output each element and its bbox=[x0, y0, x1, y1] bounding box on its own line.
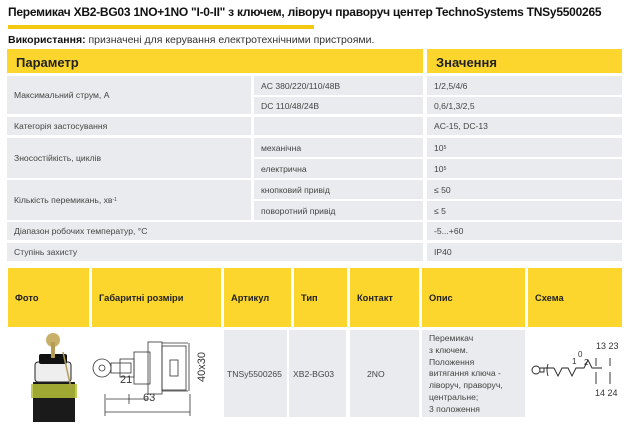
col-photo: Фото bbox=[8, 268, 89, 327]
scheme-pos-0: 0 bbox=[578, 350, 583, 359]
value-category: AC-15, DC-13 bbox=[427, 117, 622, 135]
param-protection: Ступінь захисту bbox=[7, 243, 423, 261]
scheme-bottom-labels: 14 24 bbox=[595, 388, 618, 398]
value-dc: 0,6/1,3/2,5 bbox=[427, 97, 622, 114]
value-mechanical bbox=[427, 138, 622, 157]
contact-value: 2NO bbox=[350, 330, 419, 417]
value-exponent: 5 bbox=[443, 144, 447, 151]
dim-21: 21 bbox=[120, 374, 133, 386]
param-max-current: Максимальний струм, А bbox=[7, 76, 251, 114]
desc-line: центральне; bbox=[429, 391, 479, 402]
dim-height: 40x30 bbox=[196, 352, 208, 382]
usage-label: Використання: bbox=[8, 34, 86, 46]
desc-line: ліворуч, праворуч, bbox=[429, 380, 503, 391]
desc-line: Положення bbox=[429, 356, 475, 367]
value-button-drive: ≤ 50 bbox=[427, 180, 622, 199]
col-dimensions: Габаритні розміри bbox=[92, 268, 221, 327]
value-rotary-drive: ≤ 5 bbox=[427, 201, 622, 220]
value-ac: 1/2,5/4/6 bbox=[427, 76, 622, 95]
usage-description: призначені для керування електротехнічними пристроями. bbox=[85, 34, 375, 46]
header-value: Значення bbox=[427, 49, 622, 73]
value-text: 10 bbox=[434, 163, 444, 174]
param-temperature: Діапазон робочих температур, °С bbox=[7, 222, 423, 240]
wiring-scheme-icon bbox=[530, 350, 625, 390]
value-exponent: 5 bbox=[443, 165, 447, 172]
sub-mechanical: механічна bbox=[254, 138, 423, 157]
desc-line: витягання ключа - bbox=[429, 368, 501, 379]
col-scheme: Схема bbox=[528, 268, 622, 327]
page-title: Перемикач XB2-BG03 1NO+1NO "I-0-II" з ключем, ліворуч праворуч центер TechnoSystems TNSy5500265 bbox=[8, 5, 602, 19]
scheme-pos-2: 2 bbox=[584, 358, 589, 367]
title-underline bbox=[8, 25, 314, 29]
sub-ac: AC 380/220/110/48В bbox=[254, 76, 423, 95]
desc-line: з ключем. bbox=[429, 344, 469, 355]
param-text: Кількість перемикань, хв bbox=[14, 195, 113, 205]
sub-rotary-drive: поворотний привід bbox=[254, 201, 423, 220]
product-photo bbox=[25, 332, 85, 428]
col-description: Опис bbox=[422, 268, 525, 327]
col-contact: Контакт bbox=[350, 268, 419, 327]
param-category: Категорія застосування bbox=[7, 117, 251, 135]
param-exponent: -1 bbox=[112, 197, 117, 203]
value-temperature: -5...+60 bbox=[427, 222, 622, 240]
description-value bbox=[422, 330, 525, 417]
type-value: XB2-BG03 bbox=[289, 330, 346, 417]
param-switch-count bbox=[7, 180, 251, 220]
value-electrical bbox=[427, 159, 622, 178]
sub-dc: DC 110/48/24В bbox=[254, 97, 423, 114]
empty-cell bbox=[254, 117, 423, 135]
dim-63: 63 bbox=[143, 392, 156, 404]
sub-electrical: електрична bbox=[254, 159, 423, 178]
value-protection: IP40 bbox=[427, 243, 622, 261]
desc-line: 3 положення bbox=[429, 403, 480, 414]
scheme-pos-1: 1 bbox=[572, 357, 577, 366]
sub-button-drive: кнопковий привід bbox=[254, 180, 423, 199]
value-text: 10 bbox=[434, 142, 444, 153]
header-param: Параметр bbox=[7, 49, 423, 73]
param-durability: Зносостійкість, циклів bbox=[7, 138, 251, 178]
article-value: TNSy5500265 bbox=[224, 330, 287, 417]
col-type: Тип bbox=[294, 268, 347, 327]
usage-text bbox=[8, 34, 622, 46]
scheme-top-labels: 13 23 bbox=[596, 341, 619, 351]
desc-line: Перемикач bbox=[429, 333, 474, 343]
col-article: Артикул bbox=[224, 268, 291, 327]
